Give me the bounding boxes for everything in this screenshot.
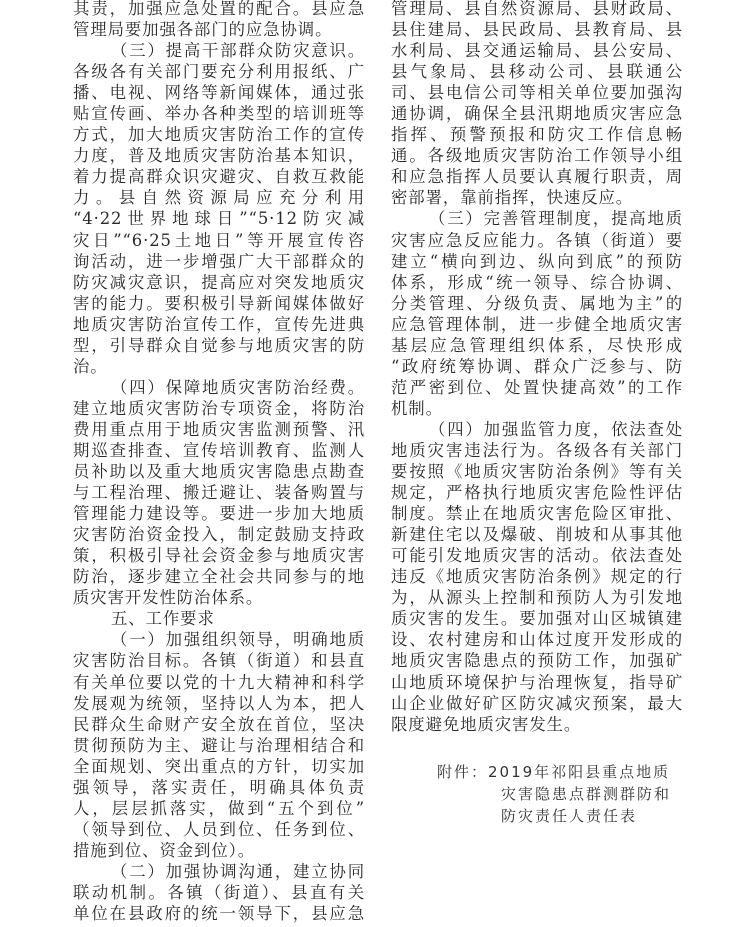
text-line: 基层应急管理组织体系，尽快形成	[391, 335, 683, 355]
attachment-line-3: 防灾责任人责任表	[501, 807, 638, 825]
text-line: 范严密到位、处置快捷高效”的工作	[391, 377, 683, 397]
text-line: 贴宣传画、举办各种类型的培训班等	[73, 104, 365, 124]
text-line: 应急管理体制，进一步健全地质灾害	[391, 314, 683, 334]
text-line: 可能引发地质灾害的活动。依法查处	[391, 546, 683, 566]
text-line: 措施到位、资金到位）。	[73, 840, 255, 860]
text-line: 水利局、县交通运输局、县公安局、	[391, 41, 683, 61]
text-line: 县住建局、县民政局、县教育局、县	[391, 20, 683, 40]
text-line: 其责，加强应急处置的配合。县应急	[73, 0, 365, 18]
text-line: 司、县电信公司等相关单位要加强沟	[391, 83, 683, 103]
text-line: 播、电视、网络等新闻媒体，通过张	[73, 83, 365, 103]
text-line: 贯彻预防为主、避让与治理相结合和	[73, 735, 365, 755]
text-line: 规定，严格执行地质灾害危险性评估	[391, 483, 683, 503]
text-line: 制度。禁止在地质灾害危险区审批、	[391, 504, 683, 524]
left-column	[73, 0, 365, 924]
text-line: “政府统筹协调、群众广泛参与、防	[391, 356, 683, 376]
text-line: 地质灾害隐患点的预防工作，加强矿	[391, 651, 683, 671]
text-line: 单位在县政府的统一领导下，县应急	[73, 904, 365, 924]
text-line: 和应急指挥人员要认真履行职责，周	[391, 167, 683, 187]
text-line: 地质灾害违法行为。各级各有关部门	[391, 440, 683, 460]
text-line: 山地质环境保护与治理恢复，指导矿	[391, 672, 683, 692]
text-line: 灾害应急反应能力。各镇（街道）要	[391, 230, 683, 250]
text-line: 通协调，确保全县汛期地质灾害应急	[391, 104, 683, 124]
text-line: 设、农村建房和山体过度开发形成的	[391, 630, 683, 650]
text-line: 五、工作要求	[111, 609, 215, 629]
text-line: 防灾减灾意识，提高应对突发地质灾	[73, 272, 365, 292]
text-line: 管理局、县自然资源局、县财政局、	[391, 0, 683, 18]
text-line: 力度，普及地质灾害防治基本知识，	[73, 146, 365, 166]
text-line: 建立“横向到边、纵向到底”的预防	[391, 251, 683, 271]
text-line: 县气象局、县移动公司、县联通公	[391, 62, 683, 82]
text-line: 费用重点用于地质灾害监测预警、汛	[73, 419, 365, 439]
text-line: 为，从源头上控制和预防人为引发地	[391, 588, 683, 608]
text-line: 灾害防治目标。各镇（街道）和县直	[73, 651, 365, 671]
text-line: 害的能力。要积极引导新闻媒体做好	[73, 293, 365, 313]
text-line: 新建住宅以及爆破、削坡和从事其他	[391, 525, 683, 545]
text-line: 管理能力建设等。要进一步加大地质	[73, 504, 365, 524]
text-line: 各级各有关部门要充分利用报纸、广	[73, 62, 365, 82]
text-line: 地质灾害防治宣传工作，宣传先进典	[73, 314, 365, 334]
text-line: 强领导，落实责任，明确具体负责	[73, 777, 365, 797]
text-line: 着力提高群众识灾避灾、自救互救能	[73, 167, 365, 187]
text-line: 民群众生命财产安全放在首位，坚决	[73, 714, 365, 734]
text-line: “4·22世界地球日”“5·12防灾减	[73, 209, 365, 229]
attachment-line-1: 附件：2019年祁阳县重点地质	[437, 763, 671, 781]
text-line: 通。各级地质灾害防治工作领导小组	[391, 146, 683, 166]
text-line: 联动机制。各镇（街道）、县直有关	[73, 882, 365, 902]
text-line: 建立地质灾害防治专项资金，将防治	[73, 398, 365, 418]
text-line: 力。县自然资源局应充分利用	[73, 188, 365, 208]
text-line: 治。	[73, 356, 108, 376]
attachment-line-2: 灾害隐患点群测群防和	[501, 785, 672, 803]
text-line: 灾害防治资金投入，制定鼓励支持政	[73, 525, 365, 545]
text-line: （三）提高干部群众防灾意识。	[111, 41, 365, 61]
text-line: 期巡查排查、宣传培训教育、监测人	[73, 440, 365, 460]
text-line: 策，积极引导社会资金参与地质灾害	[73, 546, 365, 566]
text-line: 管理局要加强各部门的应急协调。	[73, 20, 333, 40]
text-line: 违反《地质灾害防治条例》规定的行	[391, 567, 683, 587]
text-line: （一）加强组织领导，明确地质	[111, 630, 365, 650]
text-line: （四）加强监管力度，依法查处	[429, 419, 683, 439]
text-line: （四）保障地质灾害防治经费。	[111, 377, 365, 397]
text-line: （三）完善管理制度，提高地质	[429, 209, 683, 229]
text-line: 密部署，靠前指挥，快速反应。	[391, 188, 634, 208]
text-line: 型，引导群众自觉参与地质灾害的防	[73, 335, 365, 355]
text-line: 员补助以及重大地质灾害隐患点勘查	[73, 462, 365, 482]
text-line: 全面规划、突出重点的方针，切实加	[73, 756, 365, 776]
text-line: 指挥、预警预报和防灾工作信息畅	[391, 125, 683, 145]
text-line: （领导到位、人员到位、任务到位、	[73, 819, 365, 839]
right-column	[391, 0, 683, 735]
text-line: （二）加强协调沟通，建立协同	[111, 861, 365, 881]
text-line: 体系，形成“统一领导、综合协调、	[391, 272, 683, 292]
text-line: 方式，加大地质灾害防治工作的宣传	[73, 125, 365, 145]
text-line: 分类管理、分级负责、属地为主”的	[391, 293, 683, 313]
text-line: 限度避免地质灾害发生。	[391, 714, 582, 734]
text-line: 质灾害开发性防治体系。	[73, 588, 264, 608]
text-line: 人，层层抓落实，做到“五个到位”	[73, 798, 365, 818]
text-line: 与工程治理、搬迁避让、装备购置与	[73, 483, 365, 503]
attachment-note	[437, 761, 671, 827]
text-line: 灾日”“6·25土地日”等开展宣传咨	[73, 230, 365, 250]
text-line: 询活动，进一步增强广大干部群众的	[73, 251, 365, 271]
text-line: 机制。	[391, 398, 443, 418]
text-line: 防治，逐步建立全社会共同参与的地	[73, 567, 365, 587]
text-line: 质灾害的发生。要加强对山区城镇建	[391, 609, 683, 629]
text-line: 山企业做好矿区防灾减灾预案，最大	[391, 693, 683, 713]
text-line: 发展观为统领，坚持以人为本，把人	[73, 693, 365, 713]
text-line: 要按照《地质灾害防治条例》等有关	[391, 462, 683, 482]
text-line: 有关单位要以党的十九大精神和科学	[73, 672, 365, 692]
